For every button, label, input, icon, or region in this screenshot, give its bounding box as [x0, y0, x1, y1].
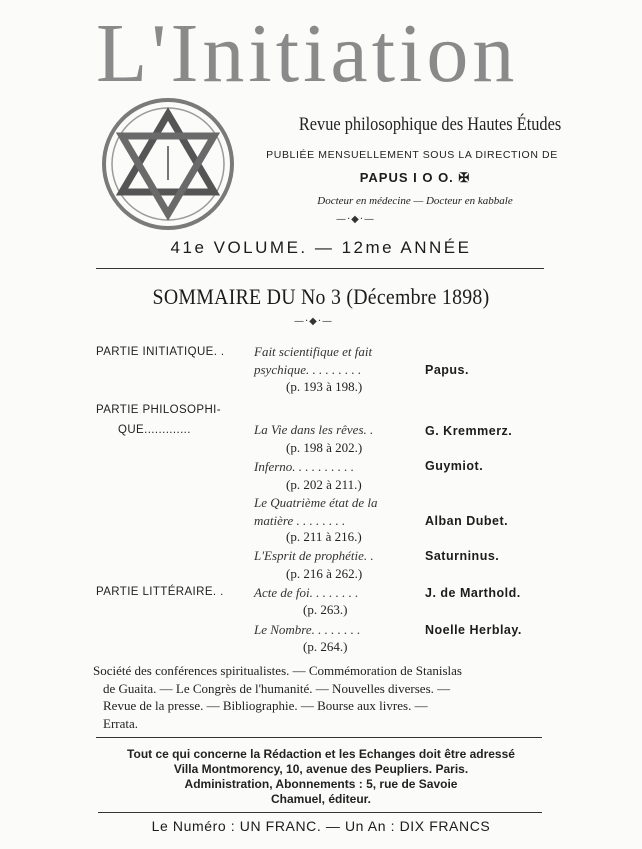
director-degrees: Docteur en médecine — Docteur en kabbale	[317, 195, 513, 207]
entry-title: Inferno. . . . . . . . . .	[254, 459, 355, 474]
entry-author: Papus.	[425, 363, 469, 377]
entry-pages: (p. 216 à 262.)	[286, 566, 363, 581]
entry-pages: (p. 193 à 198.)	[286, 379, 363, 394]
price-line: Le Numéro : UN FRANC. — Un An : DIX FRANCS	[151, 818, 491, 834]
contact-line: Tout ce qui concerne la Rédaction et les Echanges doit être adressé	[127, 747, 515, 761]
horizontal-rule	[96, 268, 544, 269]
journal-title: L'Initiation	[96, 7, 519, 100]
contents-heading: SOMMAIRE DU No 3 (Décembre 1898)	[152, 284, 490, 309]
entry-author: G. Kremmerz.	[425, 424, 513, 438]
entry-title: Fait scientifique et fait	[254, 344, 373, 359]
entry-author: J. de Marthold.	[425, 586, 521, 600]
journal-subtitle: Revue philosophique des Hautes Études	[298, 114, 562, 135]
ornament-divider: —·◆·—	[294, 316, 334, 327]
entry-author: Guymiot.	[425, 459, 484, 473]
entry-title: Le Quatrième état de la	[254, 495, 378, 510]
entry-author: Noelle Herblay.	[425, 623, 522, 637]
hexagram-emblem-icon	[100, 96, 236, 232]
entry-title: Acte de foi. . . . . . . .	[254, 585, 359, 600]
contact-line: Administration, Abonnements : 5, rue de Savoie	[184, 777, 458, 791]
entry-pages: (p. 202 à 211.)	[286, 477, 362, 492]
entry-pages: (p. 264.)	[303, 639, 348, 654]
contact-line: Chamuel, éditeur.	[270, 792, 372, 806]
section-philosophique: PARTIE PHILOSOPHI-	[96, 404, 221, 416]
section-philosophique-cont: QUE.............	[118, 424, 191, 436]
entry-title: La Vie dans les rêves. .	[254, 422, 374, 437]
publication-note: PUBLIÉE MENSUELLEMENT SOUS LA DIRECTION DE	[266, 149, 558, 161]
entry-pages: (p. 211 à 216.)	[286, 529, 362, 544]
director-name: PAPUS I O O. ✠	[359, 170, 471, 185]
entry-title: L'Esprit de prophétie. .	[254, 548, 374, 563]
entry-title: psychique. . . . . . . . .	[254, 362, 362, 377]
horizontal-rule	[98, 812, 542, 813]
entry-author: Alban Dubet.	[425, 514, 509, 528]
contact-line: Villa Montmorency, 10, avenue des Peupliers. Paris.	[173, 762, 469, 776]
ornament-divider: —·◆·—	[336, 214, 376, 225]
entry-title: matière . . . . . . . .	[254, 513, 346, 528]
miscellany-line: Errata.	[103, 715, 139, 731]
miscellany-line: de Guaita. — Le Congrès de l'humanité. — Nouvelles diverses. —	[103, 680, 451, 696]
horizontal-rule	[96, 737, 542, 738]
entry-title: Le Nombre. . . . . . . .	[254, 622, 361, 637]
section-initiatique: PARTIE INITIATIQUE. .	[96, 346, 225, 358]
entry-author: Saturninus.	[425, 549, 500, 563]
contact-block	[86, 747, 556, 807]
section-litteraire: PARTIE LITTÉRAIRE. .	[96, 586, 224, 598]
miscellany-line: Société des conférences spiritualistes. — Commémoration de Stanislas	[93, 663, 462, 678]
volume-line: 41e VOLUME. — 12me ANNÉE	[170, 238, 472, 257]
entry-pages: (p. 198 à 202.)	[286, 440, 363, 455]
miscellany-paragraph	[93, 662, 555, 732]
entry-pages: (p. 263.)	[303, 602, 348, 617]
miscellany-line: Revue de la presse. — Bibliographie. — Bourse aux livres. —	[103, 698, 428, 713]
